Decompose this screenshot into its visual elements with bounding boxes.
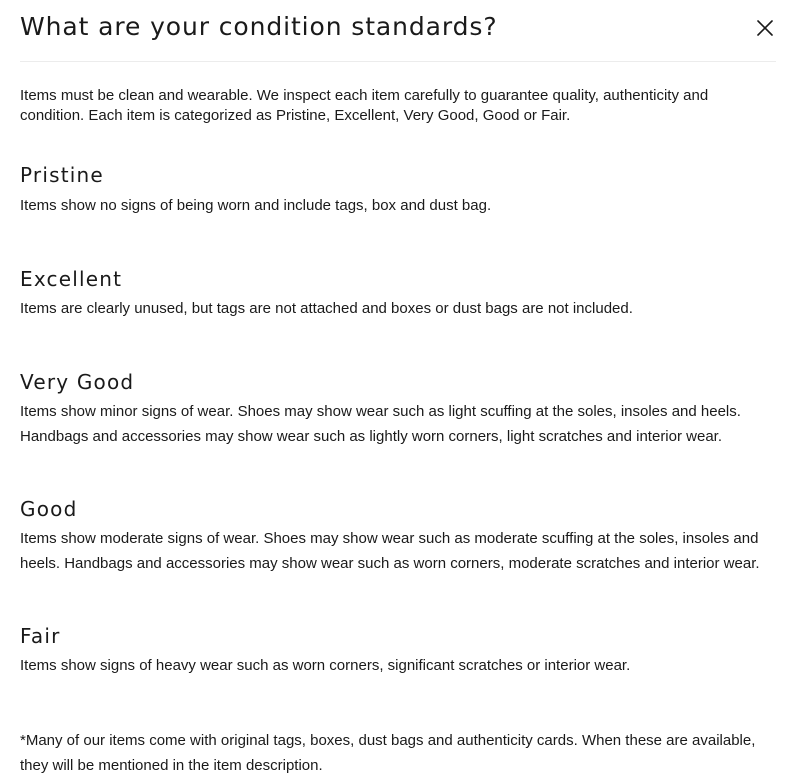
close-button[interactable]	[753, 16, 777, 40]
modal-title: What are your condition standards?	[20, 12, 498, 41]
intro-text: Items must be clean and wearable. We inspect each item carefully to guarantee quality, authenticity and condition. Each item is categorized as Pristine, Excellent, Very Good, Good or Fair.	[20, 87, 709, 124]
footnote-text: *Many of our items come with original tags, boxes, dust bags and authenticity cards. When these are available, they will be mentioned in the item description.	[20, 732, 756, 774]
condition-title-pristine: Pristine	[20, 163, 104, 187]
condition-description-fair: Items show signs of heavy wear such as worn corners, significant scratches or interior wear.	[20, 657, 631, 674]
condition-title-fair: Fair	[20, 624, 61, 648]
condition-title-excellent: Excellent	[20, 267, 123, 291]
close-icon	[753, 16, 777, 40]
condition-title-very-good: Very Good	[20, 370, 135, 394]
condition-description-very-good: Items show minor signs of wear. Shoes may show wear such as light scuffing at the soles, insoles and heels. Handbags and accessories may show wear such as lightly worn corners, light scratches and interior wear.	[20, 403, 741, 445]
condition-description-excellent: Items are clearly unused, but tags are not attached and boxes or dust bags are not included.	[20, 300, 633, 317]
condition-title-good: Good	[20, 497, 78, 521]
modal-header	[20, 0, 776, 62]
condition-description-good: Items show moderate signs of wear. Shoes may show wear such as moderate scuffing at the soles, insoles and heels. Handbags and accessories may show wear such as worn corners, moderate scratches and interior wear.	[20, 530, 760, 572]
condition-description-pristine: Items show no signs of being worn and include tags, box and dust bag.	[20, 197, 492, 214]
